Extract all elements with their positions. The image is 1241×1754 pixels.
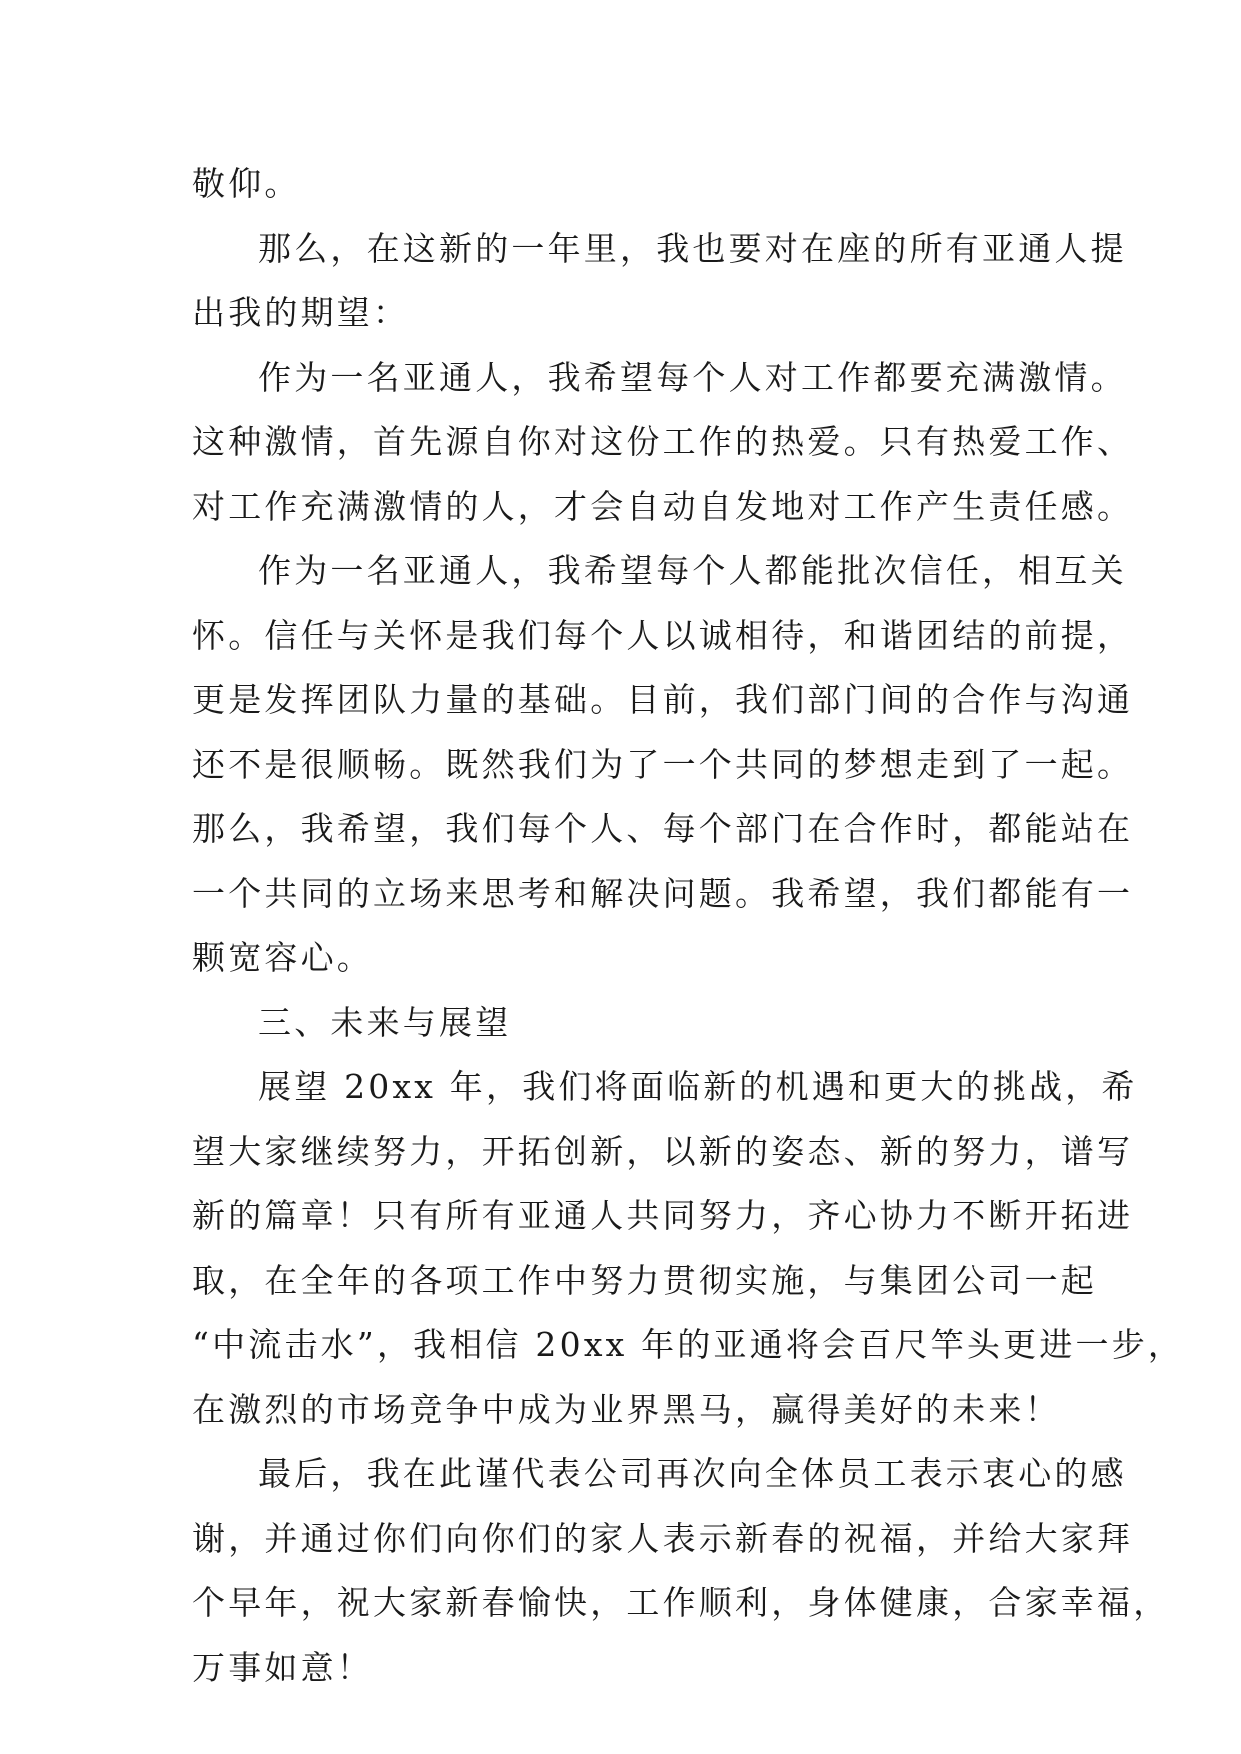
text-line: 作为一名亚通人，我希望每个人对工作都要充满激情。 (258, 357, 1127, 397)
text-line: 取，在全年的各项工作中努力贯彻实施，与集团公司一起 (192, 1260, 1097, 1300)
text-line: 对工作充满激情的人，才会自动自发地对工作产生责任感。 (192, 486, 1134, 526)
text-line: 个早年，祝大家新春愉快，工作顺利，身体健康，合家幸福， (192, 1583, 1170, 1622)
section-heading: 三、未来与展望 (258, 1002, 512, 1042)
text-line: 谢，并通过你们向你们的家人表示新春的祝福，并给大家拜 (192, 1518, 1134, 1558)
text-line: 那么，在这新的一年里，我也要对在座的所有亚通人提 (258, 228, 1127, 268)
text-line: 还不是很顺畅。既然我们为了一个共同的梦想走到了一起。 (192, 744, 1134, 784)
text-line: “中流击水”，我相信 20xx 年的亚通将会百尺竿头更进一步， (192, 1325, 1185, 1364)
text-line: 最后，我在此谨代表公司再次向全体员工表示衷心的感 (258, 1454, 1127, 1493)
text-line: 一个共同的立场来思考和解决问题。我希望，我们都能有一 (192, 873, 1134, 913)
text-line: 在激烈的市场竞争中成为业界黑马，赢得美好的未来！ (192, 1389, 1061, 1429)
body-text (192, 152, 1185, 1700)
text-line: 万事如意！ (192, 1647, 373, 1687)
text-line: 望大家继续努力，开拓创新，以新的姿态、新的努力，谱写 (192, 1131, 1134, 1171)
text-line: 颗宽容心。 (192, 938, 373, 977)
text-line: 更是发挥团队力量的基础。目前，我们部门间的合作与沟通 (192, 680, 1134, 719)
text-line: 这种激情，首先源自你对这份工作的热爱。只有热爱工作、 (192, 422, 1134, 461)
text-line: 怀。信任与关怀是我们每个人以诚相待，和谐团结的前提， (192, 615, 1134, 655)
text-line: 出我的期望： (192, 293, 410, 332)
text-line: 作为一名亚通人，我希望每个人都能批次信任，相互关 (258, 551, 1127, 590)
text-line: 敬仰。 (192, 164, 301, 203)
text-line: 展望 20xx 年，我们将面临新的机遇和更大的挑战，希 (258, 1067, 1138, 1106)
text-line: 那么，我希望，我们每个人、每个部门在合作时，都能站在 (192, 809, 1134, 848)
text-line: 新的篇章！只有所有亚通人共同努力，齐心协力不断开拓进 (192, 1196, 1134, 1235)
